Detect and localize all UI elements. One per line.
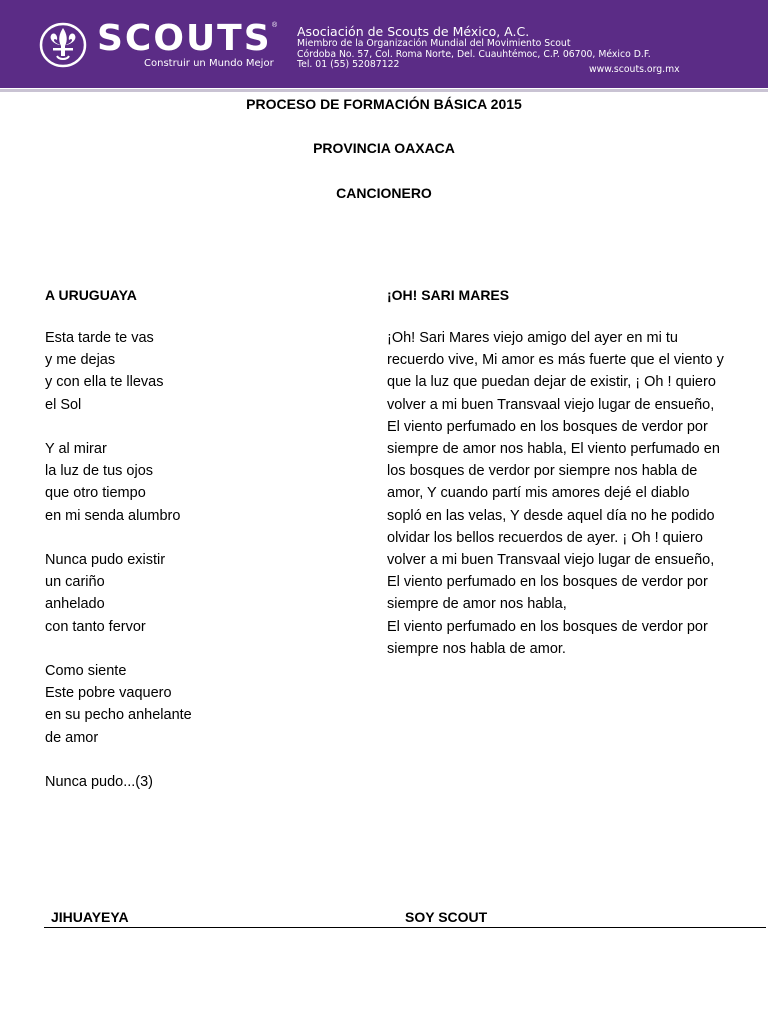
lyric-line: en mi senda alumbro — [45, 507, 181, 524]
lyric-line: Nunca pudo...(3) — [45, 774, 154, 790]
lyric-line: Nunca pudo existir — [45, 552, 166, 568]
song-lyrics-sari-mares — [387, 327, 727, 660]
lyric-line: el Sol — [45, 396, 82, 413]
province-title: PROVINCIA OAXACA — [313, 140, 455, 156]
brand-wordmark: SCOUTS — [97, 18, 272, 59]
stanza-gap — [45, 527, 192, 549]
registered-mark: ® — [272, 22, 278, 29]
organization-member-line: Miembro de la Organización Mundial del Movimiento Scout — [297, 38, 571, 49]
lyric-line: la luz de tus ojos — [45, 463, 154, 480]
songbook-title: CANCIONERO — [336, 185, 432, 201]
stanza-gap — [45, 638, 192, 660]
header-divider — [0, 89, 768, 92]
lyric-line: Y al mirar — [45, 441, 107, 457]
organization-phone: Tel. 01 (55) 52087122 — [297, 59, 400, 70]
stanza-gap — [45, 749, 192, 771]
brand-tagline: Construir un Mundo Mejor — [144, 58, 274, 69]
song-lyrics-uruguaya — [45, 327, 192, 793]
document-title: PROCESO DE FORMACIÓN BÁSICA 2015 — [246, 96, 522, 112]
lyric-line: un cariño — [45, 574, 105, 591]
lyric-line: en su pecho anhelante — [45, 707, 192, 724]
table-divider — [44, 927, 766, 928]
lyric-line: y con ella te llevas — [45, 374, 164, 391]
song-title-jihuayeya: JIHUAYEYA — [51, 909, 129, 925]
fleur-de-lis-icon — [38, 20, 88, 70]
organization-name: Asociación de Scouts de México, A.C. — [297, 24, 530, 39]
lyric-line: Como siente — [45, 663, 127, 679]
lyric-line: que otro tiempo — [45, 485, 146, 502]
lyric-line: Esta tarde te vas — [45, 330, 154, 346]
song-title-soy-scout: SOY SCOUT — [405, 909, 488, 925]
lyric-line: Este pobre vaquero — [45, 685, 172, 702]
lyric-line: de amor — [45, 729, 99, 746]
song-title-sari-mares: ¡OH! SARI MARES — [387, 287, 510, 303]
lyric-line: y me dejas — [45, 352, 116, 369]
organization-address: Córdoba No. 57, Col. Roma Norte, Del. Cuauhtémoc, C.P. 06700, México D.F. — [297, 48, 651, 60]
lyric-line: con tanto fervor — [45, 618, 146, 635]
header-band — [0, 0, 768, 88]
sari-mares-closing-line: El viento perfumado en los bosques de verdor por siempre nos habla de amor. — [387, 618, 708, 657]
organization-url: www.scouts.org.mx — [589, 64, 680, 75]
song-title-uruguaya: A URUGUAYA — [45, 287, 137, 303]
sari-mares-verse: ¡Oh! Sari Mares viejo amigo del ayer en mi tu recuerdo vive, Mi amor es más fuerte que el viento y que la luz que puedan dejar de existir, ¡ Oh ! quiero volver a mi buen Transvaal viejo lugar de ensueño, El viento perfumado en los bosques de verdor por siempre de amor nos habla, El viento perfumado en los bosques de verdor por siempre nos habla de amor, Y cuando partí mis amores dejé el diablo sopló en las velas, Y desde aquel día no he podido olvidar los bellos recuerdos de ayer. ¡ Oh ! quiero volver a mi buen Transvaal viejo lugar de ensueño, El viento perfumado en los bosques de verdor por siempre de amor nos habla, — [387, 330, 724, 613]
stanza-gap — [45, 416, 192, 438]
lyric-line: anhelado — [45, 596, 105, 613]
